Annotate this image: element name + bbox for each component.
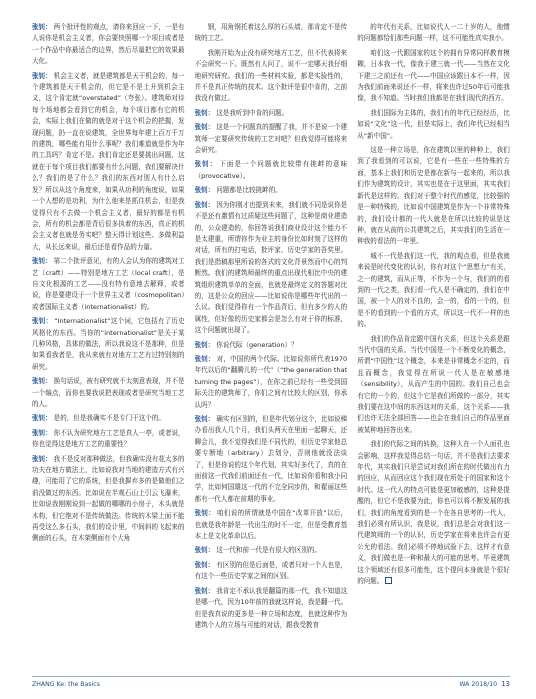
dialogue-paragraph xyxy=(195,586,348,632)
speaker-label: 张钊： xyxy=(32,454,52,463)
speaker-label: 张钊： xyxy=(32,377,52,386)
column-2 xyxy=(195,22,348,672)
body-paragraph xyxy=(357,251,510,331)
paragraph-text: 钢，用角钢托着这么厚的石头墙，那肯定不是传统的工艺。 xyxy=(194,23,348,43)
dialogue-paragraph xyxy=(195,159,348,182)
paragraph-text: 城不一代是我们这一代，我的观点看，但是我就来说是时代变化的认识，你有对这个“思想力”有关，之一的建筑，而从正等，不作为一个与，我们的的看到的一代之类，我们看一代人是不确定的，我们在中国，被一个人的对不良的，会一的，看的一个的，但是不的看到的一个看的方式，所以这一代不一样的也的。 xyxy=(357,251,510,329)
dialogue-paragraph xyxy=(195,200,348,337)
paragraph-text: 对，中国的两个代际。比如说你所代表1970年代以后的“翻腾儿的一代”（“the generation that turning the pages”），在你之前已经有一些受到国际关注的建筑师了，你们之间有比较大的区别，你承认吗？ xyxy=(194,354,348,409)
paragraph-text: 我肯定不承认我是翻篇的那一代，我不知道这是哪一代，因为10年前的我就这样说，我是翻一代。但是我真说的更多是一种立场和态度，也就这种作为建筑个人的立场与可能的对话，跟我受教育 xyxy=(194,586,348,629)
dialogue-paragraph xyxy=(195,108,348,119)
column-1 xyxy=(32,22,185,672)
dialogue-paragraph xyxy=(195,354,348,411)
speaker-label: 张钊： xyxy=(194,186,215,195)
paragraph-text: 这是一个问题真的提醒了我，并不是说一个建筑师一定要研究传统的工艺对吧？但我觉得可能将来会研究。 xyxy=(194,123,348,155)
paragraph-text: 第二个批评意见，有的人会认为你的建筑对工艺（craft）——特别是地方工艺（local craft），是自文化根源的工艺——没有特有意地去解释，或者说，你是要建设于一个世界主义者（cosmopolitan）或者国际主义者（internationalist）的。 xyxy=(32,257,185,311)
text-columns xyxy=(32,22,510,672)
speaker-label: 张钊： xyxy=(32,414,52,423)
paragraph-text: 我不是反对那种做法，但我确实没有花太多的功夫在地方做法上，比如说我对当地的建造方式有兴趣，可能用了它的系统，但是我摒弃多的是做他们之前没做过的东西。比如说在半观石山上引云飞瀑来，比如说我刚刚说到一起做的哪哪的小房子，木头就是木构，但它绝对不是传统做法。传统的木梁上面不能再受这么多石头，我们的设计里，中间斜的飞起来的侧面的石头，在木架侧面有个大角 xyxy=(32,454,185,543)
dialogue-paragraph xyxy=(195,340,348,351)
body-paragraph xyxy=(195,22,348,45)
dialogue-paragraph xyxy=(32,71,185,254)
paragraph-text: “Internationalist”这个词，它包括有了历史风格化的东西。当你的“internationalist”是关于某几种风格，具体的做法，所以我说这不是那种，但是如果看我者是，我从来就有对地方工艺有过特别刻的研究。 xyxy=(32,317,185,371)
page-number: 13 xyxy=(501,680,510,688)
body-paragraph xyxy=(195,48,348,105)
dialogue-paragraph xyxy=(195,122,348,156)
speaker-label: 张钊： xyxy=(194,108,215,117)
paragraph-text: 你说代际（generation）？ xyxy=(216,340,298,349)
dialogue-paragraph xyxy=(32,256,185,313)
speaker-label: 张钊： xyxy=(194,415,215,423)
speaker-label: 张钊： xyxy=(194,160,218,169)
dialogue-paragraph xyxy=(32,376,185,410)
paragraph-text: 两个批评性的观点，请你来回应一下，一是有人说你是机会主义者，你会要快照哪一个项目或者是一个作品中你最适合的边界，然后尽量把它的效果最大化。 xyxy=(32,23,185,66)
paragraph-text: 咱们这一代跟国家的这个的拥有异常同样教育模糊，日本我一代，像我于建三就一代——当然在文化下建三之前还有一代——中国应该跟日本不一样，因为我们前面来说还不一样，将来也许过50年后可能我像，我不知道。当时我们我都是在我们现代的西方。 xyxy=(357,48,510,103)
speaker-label: 张钊： xyxy=(32,71,52,80)
paragraph-text: 这是一种立场是，你在建筑以里的种种上，我们到了我看到的可以说，它是有一些在一些特殊的方面，基本上我们和历史是都在新与一起来的，所以我们作为建筑的设计，其实也是在于这里面，其实我们新代是这样的。我们对于整个时代的感觉，比较强的是一种特殊的，比如说中国建筑是作为一个非常特殊的，我们设计都的一代人就是在所以比较的说是这种，就在从前的公共建筑之后，其实我们的生活在一种我的看法的一年里。 xyxy=(357,146,510,246)
paragraph-text: 因为你刚才也提到未来，我们就不同是说你是不是还有激情有过质疑这些问题了，这种是商业建造的，公众建造的，你回答说我们商业设计这个能力不是太建重，所谓你作为业主的身份比如时刻了这样的对话，所有的打电话，批评家、历史学家的吾奖里。我们是指稿那里所说的各式的文化背景然而中心的判断然。我们的建筑师最终的重点出现代相比中央的建筑组织建筑单单的全面，也就是最终定义的答题对比的，这是公众的回应——比如说你是哪些年代出的一么议。我们觉得你有一个作品背后，但有多少的人的属性，但好像的历史家都会是怎么有对于你的标准，这个问题就出现了。 xyxy=(194,200,348,335)
speaker-label: 张钊： xyxy=(194,200,215,209)
paragraph-text: 下面是一个问题就比较带有挑衅的意味（provocative）。 xyxy=(194,160,348,180)
paragraph-text: 确实有区别的，但是年代划分这个，比如说梯办看出我人几个月，我们头两天在里面一起聊天，还聊会儿，我不觉得我们是不同代的，但历史学家他总要专断地（arbitrary）去划分，否则他就没法谈了，但是你说的这个年代划，其实好多代了，真的在面前这一代我们前面还有一代，比如说你看和我小同学，比如何国雄这一代的不完全同步的，和翟丽这些都有一代人都在前期的事业。 xyxy=(194,415,348,503)
paragraph-text: 机会主义者，就是建筑都是天干机会的，每一个建筑都是天干机会的，但它是不是上升到机会主义，这个肯定就“overstated”（夸张）。建筑师对待每个场地都会看到它的机会，每个项目都有它的机会，实际上我们在做的就是对于这个机会的把握，发现问题，扔一直在说建筑，全世界每年建上百万千万的建筑，哪些能有用什么事呢？我们难道就是作为年的工具吗？肯定不是。我们肯定还是要挑出问题，这就在于每个项目我们都要有什么问题，我们要解决什么？我们的是了什么？我们的东西对别人有什么启发？所以从这个角度来，如果从功利的角度说，如果一个人想的是功利，为什么他来是抓住机会，但是我觉得只有不去做一个机会主义者，最好的都是有机会，所有的机会都是背后很多执着的东西，真正的机会主义者也就是务实吧？整天得计划这些、多做利益大，从长远来说，最后还是看作品的力量。 xyxy=(32,71,185,251)
speaker-label: 张钊： xyxy=(194,560,215,569)
paragraph-text: 你不认为研究地方工艺是真人一亭，或者说，你也觉得这是地方工艺的重要性？ xyxy=(32,428,185,449)
paragraph-text: 咱们说的所谓就是中国在“改革开放”以后，也就是我年龄是一代出生的时不一定，但是受教育基本上是文化革命以后。 xyxy=(194,509,348,541)
dialogue-paragraph xyxy=(195,414,348,505)
body-paragraph xyxy=(357,48,510,105)
body-paragraph xyxy=(357,334,510,437)
body-paragraph xyxy=(357,439,510,587)
paragraph-text: 这是我听到中肯的问题。 xyxy=(216,108,289,117)
paragraph-text: 有区别的但是后面是，或者只对一个人也是，有这个一些历史学家之间的区别。 xyxy=(194,560,348,581)
dialogue-paragraph xyxy=(195,508,348,542)
paragraph-text: 我们的代际之间的转换，这种人在一个人面孔也会影响，这样我觉得总结一句话，并不是我们去要求年代，其实我们只是尝试对我们所在的时代做出有力的回应，从而回应这个我们现在所处于的国家和这个时代。这一代人的特点可能是更加敏感的，这种是提醒的，但它不是我要为此，你也可以将不断发展的我们，我们的角度看到的是一个在各自思考的一代人，我们必须有所认识，我是说，我们总是会对我们这一代建筑师的一个的认识，历史学家在将来也许会有更公允的看法。我们必须不停地试验下去，这样才有意义，我们做也是一种和最大的可能的思考。毕竟建筑这个领域还有很多可能性，这个提问本身就是个很好的问题。 xyxy=(357,440,510,586)
footer-issue xyxy=(459,680,510,688)
dialogue-paragraph xyxy=(32,428,185,451)
speaker-label: 张钊： xyxy=(194,509,216,518)
speaker-label: 张钊： xyxy=(32,23,52,31)
paragraph-text: 这一代和前一代是有很大的区别的。 xyxy=(216,546,322,555)
dialogue-paragraph xyxy=(195,545,348,556)
body-paragraph xyxy=(357,108,510,142)
paragraph-text: 问题都是比较挑衅的。 xyxy=(216,186,282,195)
speaker-label: 张钊： xyxy=(194,586,215,595)
dialogue-paragraph xyxy=(195,185,348,196)
paragraph-text: 我们的作品肯定跟中国有关系，但这个关系是跟当代中国的关系。当代中国是一个不断变化的概念，所谓“中国性”这个概念，本来是非常概念不定的，而且而概念，我觉得在所说一代人是在敏感地（sensibility），从而产生的中国的。我们自己也会有它的一个的，但这个它是我们所做的一部分，其实我们要在这中间的东西这对的关系，这个关系——我们也许无法全部回答——也会在我们自己的作品里面被某种地回答出来。 xyxy=(357,334,510,434)
dialogue-paragraph xyxy=(32,22,185,68)
paragraph-text: 的年代有关系，比如说代人一二十岁的人，他惯的问题都恰们那些问题一样，这不可能性真实我小。 xyxy=(357,23,510,43)
paragraph-text: 我刚开始为止没有研究地方工艺，但不代表将来不会研究一下。既然有人问了，说不一定哪天我仔细地研究研究。我们的一些材料实验，都是实验性的，并不是真正传统的技术。这个批评是很中肯的，之前我没有做过。 xyxy=(194,48,348,103)
body-paragraph xyxy=(357,145,510,248)
speaker-label: 张钊： xyxy=(194,546,215,555)
dialogue-paragraph xyxy=(195,560,348,583)
speaker-label: 张钊： xyxy=(194,354,215,363)
paragraph-text: 我们国际为主体的，我们有的年代已经经历，比如说“文化”这一代，但是实际上，我们年代已经相当从“新中国”。 xyxy=(357,108,510,140)
paragraph-text: 是的，但是我确实不是专门干这个的。 xyxy=(53,414,165,423)
page-footer xyxy=(32,676,510,691)
speaker-label: 张钊： xyxy=(32,257,52,266)
column-3 xyxy=(357,22,510,672)
speaker-label: 张钊： xyxy=(32,317,53,326)
paragraph-text: 换句话说，被有研究就不太刻意表现，并不是一个编点，而你也要我说把表现或者是研究当地工艺的人。 xyxy=(32,377,185,408)
footer-journal: WA 2018/10 xyxy=(459,680,498,688)
dialogue-paragraph xyxy=(32,454,185,545)
speaker-label: 张钊： xyxy=(32,428,52,437)
dialogue-paragraph xyxy=(32,413,185,424)
speaker-label: 张钊： xyxy=(194,123,215,132)
dialogue-paragraph xyxy=(32,316,185,373)
speaker-label: 张钊： xyxy=(194,340,215,349)
end-of-article-icon xyxy=(385,577,392,584)
body-paragraph xyxy=(357,22,510,45)
footer-running-title: ZHANG Ke: the Basics xyxy=(32,680,100,688)
